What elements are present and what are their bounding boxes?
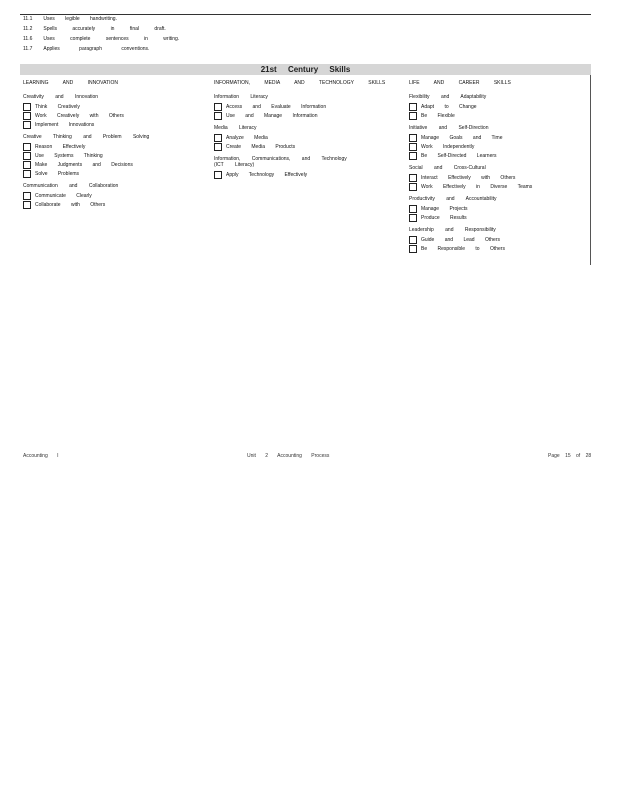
footer-left: Accounting I [23, 453, 59, 459]
group-title: Creativity and Innovation [23, 94, 99, 100]
skills-header: 21st Century Skills [20, 64, 591, 75]
top-rule [20, 14, 591, 15]
group-communication-collaboration [23, 183, 203, 209]
group-title: Information Literacy [214, 94, 268, 100]
checkbox[interactable] [214, 134, 222, 142]
checkbox[interactable] [409, 205, 417, 213]
item-label: Work Effectively in Diverse Teams [421, 183, 533, 190]
group-creative-thinking [23, 134, 203, 178]
item-label: Apply Technology Effectively [226, 171, 308, 178]
checkbox[interactable] [23, 152, 31, 160]
checklist-item[interactable] [23, 200, 203, 209]
checklist-item[interactable] [409, 111, 587, 120]
group-ict-literacy [214, 156, 400, 179]
group-title: Flexibility and Adaptability [409, 94, 487, 100]
standard-row [23, 36, 179, 42]
checkbox[interactable] [409, 103, 417, 111]
checklist-item[interactable] [214, 133, 400, 142]
item-label: Reason Effectively [35, 143, 86, 150]
checklist-item[interactable] [23, 120, 203, 129]
checkbox[interactable] [23, 103, 31, 111]
checkbox[interactable] [409, 183, 417, 191]
group-creativity-innovation [23, 94, 203, 129]
item-label: Analyze Media [226, 134, 268, 141]
checkbox[interactable] [409, 174, 417, 182]
item-label: Implement Innovations [35, 121, 95, 128]
column-title: INFORMATION, MEDIA AND TECHNOLOGY SKILLS [214, 80, 386, 86]
standard-row [23, 16, 117, 22]
item-label: Be Flexible [421, 112, 455, 119]
checklist-item[interactable] [214, 170, 400, 179]
item-label: Be Self-Directed Learners [421, 152, 497, 159]
checkbox[interactable] [23, 192, 31, 200]
standard-code: 11.2 [23, 26, 33, 32]
column-title: LEARNING AND INNOVATION [23, 80, 118, 86]
group-title: Initiative and Self-Direction [409, 125, 489, 131]
group-title: Creative Thinking and Problem Solving [23, 134, 150, 140]
footer-page-number: Page 15 of 28 [548, 453, 592, 459]
group-initiative-self-direction [409, 125, 587, 160]
item-label: Produce Results [421, 214, 467, 221]
item-label: Solve Problems [35, 170, 80, 177]
item-label: Interact Effectively with Others [421, 174, 516, 181]
group-information-literacy [214, 94, 400, 120]
item-label: Use Systems Thinking [35, 152, 103, 159]
item-label: Work Creatively with Others [35, 112, 124, 119]
standard-code: 11.7 [23, 46, 33, 52]
checkbox[interactable] [214, 112, 222, 120]
standard-row [23, 26, 166, 32]
group-title: Communication and Collaboration [23, 183, 119, 189]
column-learning-innovation [23, 80, 203, 214]
checkbox[interactable] [409, 134, 417, 142]
item-label: Be Responsible to Others [421, 245, 505, 252]
checklist-item[interactable] [409, 151, 587, 160]
checklist-item[interactable] [23, 169, 203, 178]
group-title: Social and Cross-Cultural [409, 165, 486, 171]
item-label: Adapt to Change [421, 103, 477, 110]
checkbox[interactable] [23, 112, 31, 120]
checklist-item[interactable] [23, 111, 203, 120]
checkbox[interactable] [409, 236, 417, 244]
checklist-item[interactable] [409, 133, 587, 142]
standard-text: Uses complete sentences in writing. [43, 36, 180, 42]
group-flexibility-adaptability [409, 94, 587, 120]
item-label: Think Creatively [35, 103, 80, 110]
checklist-item[interactable] [409, 102, 587, 111]
checkbox[interactable] [23, 143, 31, 151]
item-label: Guide and Lead Others [421, 236, 500, 243]
checklist-item[interactable] [409, 204, 587, 213]
group-leadership-responsibility [409, 227, 587, 253]
checklist-item[interactable] [409, 173, 587, 182]
checklist-item[interactable] [23, 142, 203, 151]
footer-center: Unit 2 Accounting Process [247, 453, 330, 459]
standard-text: Uses legible handwriting. [43, 16, 117, 22]
item-label: Access and Evaluate Information [226, 103, 327, 110]
checkbox[interactable] [214, 143, 222, 151]
standard-text: Applies paragraph conventions. [43, 46, 150, 52]
checklist-item[interactable] [214, 142, 400, 151]
checkbox[interactable] [409, 214, 417, 222]
standard-row [23, 46, 149, 52]
column-title: LIFE AND CAREER SKILLS [409, 80, 511, 86]
checklist-item[interactable] [23, 191, 203, 200]
checkbox[interactable] [409, 245, 417, 253]
column-information-media-technology [214, 80, 400, 184]
checkbox[interactable] [409, 112, 417, 120]
item-label: Manage Goals and Time [421, 134, 503, 141]
checklist-item[interactable] [409, 213, 587, 222]
checkbox[interactable] [23, 161, 31, 169]
checkbox[interactable] [214, 171, 222, 179]
checklist-item[interactable] [409, 142, 587, 151]
checklist-item[interactable] [409, 235, 587, 244]
checklist-item[interactable] [214, 102, 400, 111]
item-label: Collaborate with Others [35, 201, 106, 208]
checklist-item[interactable] [23, 151, 203, 160]
checklist-item[interactable] [23, 102, 203, 111]
group-media-literacy [214, 125, 400, 151]
checkbox[interactable] [214, 103, 222, 111]
group-title: Productivity and Accountability [409, 196, 497, 202]
group-title: Leadership and Responsibility [409, 227, 496, 233]
column-life-career [409, 80, 587, 258]
group-social-cross-cultural [409, 165, 587, 191]
checklist-item[interactable] [409, 182, 587, 191]
checklist-item[interactable] [214, 111, 400, 120]
item-label: Make Judgments and Decisions [35, 161, 133, 168]
item-label: Create Media Products [226, 143, 296, 150]
standard-code: 11.1 [23, 16, 33, 22]
item-label: Communicate Clearly [35, 192, 92, 199]
standard-code: 11.6 [23, 36, 33, 42]
checklist-item[interactable] [23, 160, 203, 169]
item-label: Work Independently [421, 143, 475, 150]
checkbox[interactable] [23, 121, 31, 129]
checkbox[interactable] [409, 143, 417, 151]
checkbox[interactable] [23, 170, 31, 178]
checkbox[interactable] [23, 201, 31, 209]
group-productivity-accountability [409, 196, 587, 222]
standard-text: Spells accurately in final draft. [43, 26, 166, 32]
item-label: Use and Manage Information [226, 112, 318, 119]
group-title: Information, Communications, and Technology (ICT Literacy) [214, 156, 347, 168]
checkbox[interactable] [409, 152, 417, 160]
group-title: Media Literacy [214, 125, 257, 131]
item-label: Manage Projects [421, 205, 468, 212]
checklist-item[interactable] [409, 244, 587, 253]
